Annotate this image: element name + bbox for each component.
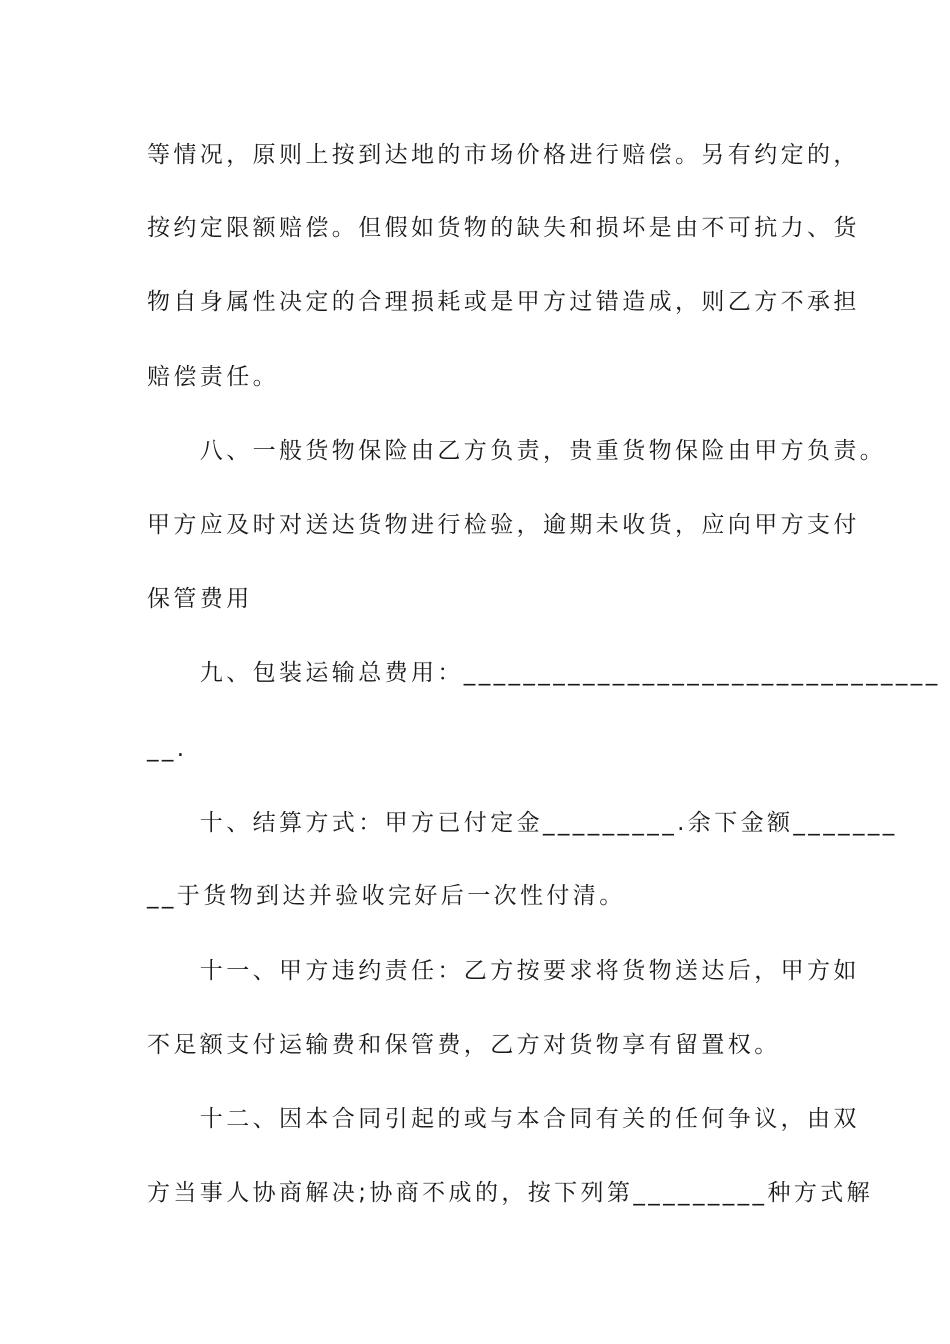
text-line: 甲方应及时对送达货物进行检验，逾期未收货，应向甲方支付: [147, 512, 860, 538]
text-line: 按约定限额赔偿。但假如货物的缺失和损坏是由不可抗力、货: [147, 215, 860, 241]
text-line: 物自身属性决定的合理损耗或是甲方过错造成，则乙方不承担: [147, 289, 860, 315]
text-line: 赔偿责任。: [147, 364, 279, 390]
text-line: 不足额支付运输费和保管费，乙方对货物享有留置权。: [147, 1032, 781, 1058]
text-line: 等情况，原则上按到达地的市场价格进行赔偿。另有约定的，: [147, 142, 860, 168]
text-line: __于货物到达并验收完好后一次性付清。: [147, 883, 626, 909]
paragraph-heading-line: 十一、甲方违约责任：乙方按要求将货物送达后，甲方如: [147, 958, 860, 984]
paragraph-heading-line: 九、包装运输总费用：________________________________: [147, 660, 941, 686]
text-line: 保管费用: [147, 586, 253, 612]
text-line: 方当事人协商解决;协商不成的，按下列第_________种方式解: [147, 1180, 874, 1206]
text-line: __.: [147, 736, 188, 762]
paragraph-heading-line: 十、结算方式：甲方已付定金_________.余下金额_______: [147, 810, 898, 836]
paragraph-heading-line: 八、一般货物保险由乙方负责，贵重货物保险由甲方负责。: [147, 438, 887, 464]
paragraph-heading-line: 十二、因本合同引起的或与本合同有关的任何争议，由双: [147, 1106, 860, 1132]
